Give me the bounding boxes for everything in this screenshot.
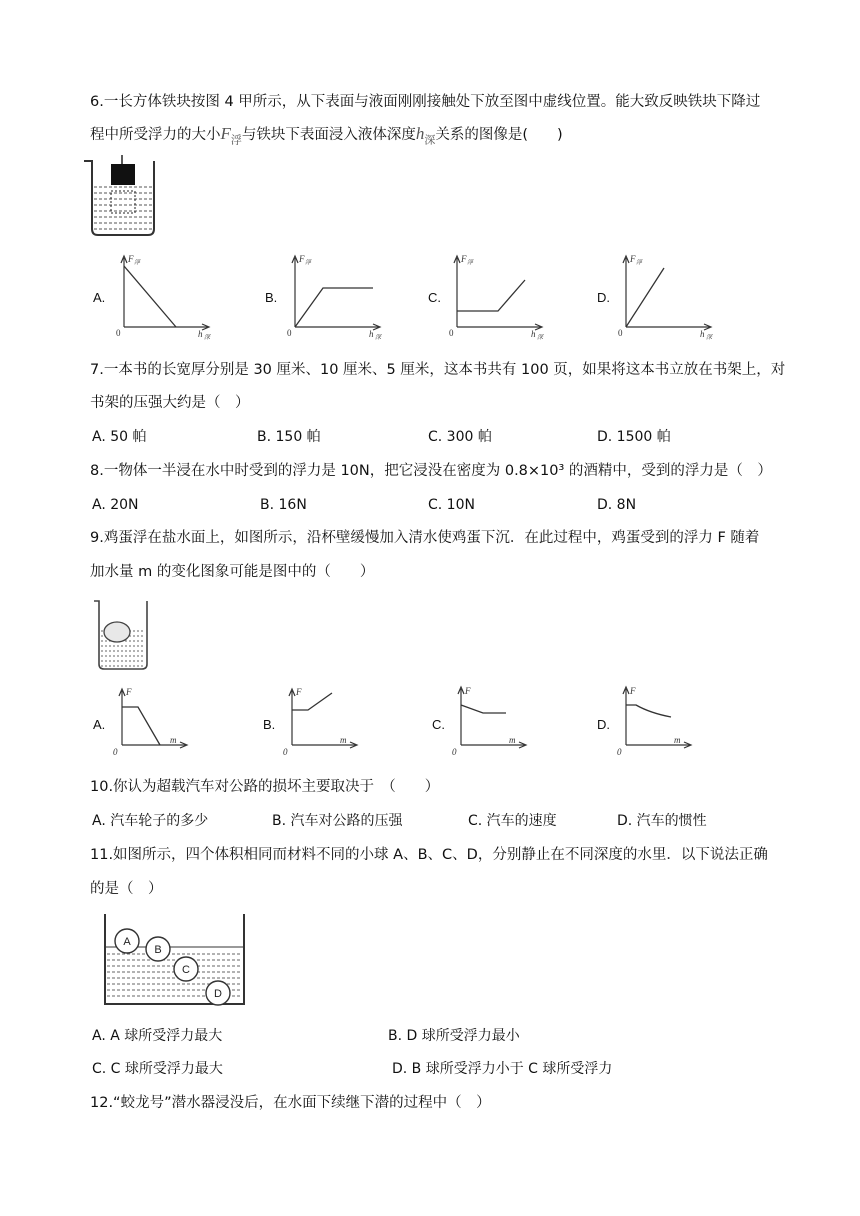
q6-graph-a [112,252,212,341]
q11-stem-line1: 11.如图所示，四个体积相同而材料不同的小球 A、B、C、D，分别静止在不同深度的水里．以下说法正确 [90,847,768,863]
q12-stem-line1: 12.“蛟龙号”潜水器浸没后，在水面下续继下潜的过程中（ ） [90,1095,491,1111]
q11-ball-d [205,980,233,1008]
svg-text:F: F [299,254,305,264]
svg-text:深: 深 [375,335,382,341]
egg [104,622,130,642]
svg-text:浮: 浮 [636,260,643,266]
q6-option-c-label[interactable]: C. [428,290,441,305]
q6-h-symbol: $h_深$ [415,124,436,147]
q6-stem-line1: 6.一长方体铁块按图 4 甲所示，从下表面与液面刚刚接触处下放至图中虚线位置。能大致反映铁块下降过 [90,94,761,110]
svg-text:F: F [630,254,636,264]
q6-option-a-label[interactable]: A. [93,290,106,305]
svg-text:0: 0 [617,747,622,757]
q11-ball-b [145,936,173,964]
q6-f-symbol: $F_浮$ [220,124,242,147]
svg-text:0: 0 [449,328,454,338]
q11-option-c[interactable]: C. C 球所受浮力最大 [92,1061,223,1077]
svg-text:0: 0 [116,328,121,338]
q7-option-a[interactable]: A. 50 帕 [92,429,147,445]
q6-beaker-figure [82,155,162,240]
q6-stem-part-a: 程中所受浮力的大小 [90,127,221,143]
q9-graph-d [616,685,696,755]
svg-text:浮: 浮 [305,260,312,266]
q10-option-c[interactable]: C. 汽车的速度 [468,813,557,829]
svg-text:0: 0 [452,747,457,757]
svg-text:深: 深 [706,335,713,341]
svg-text:B: B [154,944,162,956]
q6-option-d-label[interactable]: D. [597,290,610,305]
q7-stem-line1: 7.一本书的长宽厚分别是 30 厘米、10 厘米、5 厘米，这本书共有 100 页，如果将这本书立放在书架上，对 [90,362,786,378]
svg-text:h: h [369,329,374,339]
svg-text:深: 深 [537,335,544,341]
q7-option-c[interactable]: C. 300 帕 [428,429,492,445]
q9-graph-c [451,685,531,755]
q11-ball-a [114,928,142,956]
q8-option-b[interactable]: B. 16N [260,497,307,513]
q9-option-d-label[interactable]: D. [597,717,610,732]
svg-text:A: A [123,936,131,948]
q7-option-d[interactable]: D. 1500 帕 [597,429,671,445]
svg-text:F: F [630,686,636,696]
q6-stem-line2 [90,124,563,150]
svg-text:C: C [182,964,190,976]
svg-text:m: m [509,735,516,745]
q9-option-b-label[interactable]: B. [263,717,276,732]
q9-graph-b [282,685,362,755]
svg-text:m: m [340,735,347,745]
q11-option-d[interactable]: D. B 球所受浮力小于 C 球所受浮力 [392,1061,613,1077]
svg-text:F: F [126,687,132,697]
q7-option-b[interactable]: B. 150 帕 [257,429,321,445]
svg-text:0: 0 [618,328,623,338]
svg-text:F: F [128,254,134,264]
q9-stem-line2: 加水量 m 的变化图象可能是图中的（ ） [90,564,375,580]
q9-option-c-label[interactable]: C. [432,717,445,732]
q11-ball-c [173,956,201,984]
q6-graph-b [283,252,383,341]
q10-option-d[interactable]: D. 汽车的惯性 [617,813,707,829]
iron-block [111,164,135,185]
q9-stem-line1: 9.鸡蛋浮在盐水面上，如图所示，沿杯壁缓慢加入清水使鸡蛋下沉．在此过程中，鸡蛋受到的浮力 F 随着 [90,530,760,546]
svg-text:浮: 浮 [467,260,474,266]
svg-text:F: F [461,254,467,264]
svg-text:F: F [465,686,471,696]
q10-option-a[interactable]: A. 汽车轮子的多少 [92,813,209,829]
q10-option-b[interactable]: B. 汽车对公路的压强 [272,813,403,829]
q6-stem-part-b: 与铁块下表面浸入液体深度 [241,127,416,143]
q7-stem-line2: 书架的压强大约是（ ） [90,395,250,411]
q9-option-a-label[interactable]: A. [93,717,106,732]
svg-text:m: m [674,735,681,745]
q9-beaker-figure [92,598,152,673]
q6-graph-c [445,252,545,341]
svg-text:F: F [296,687,302,697]
svg-text:D: D [214,988,222,1000]
q8-option-c[interactable]: C. 10N [428,497,475,513]
q11-stem-line2: 的是（ ） [90,881,163,897]
q8-option-a[interactable]: A. 20N [92,497,139,513]
q9-graph-a [112,685,192,755]
svg-text:0: 0 [287,328,292,338]
svg-text:h: h [198,329,203,339]
q11-option-b[interactable]: B. D 球所受浮力最小 [388,1028,520,1044]
q8-option-d[interactable]: D. 8N [597,497,637,513]
q10-stem-line1: 10.你认为超载汽车对公路的损坏主要取决于 （ ） [90,779,440,795]
q6-option-b-label[interactable]: B. [265,290,278,305]
q6-graph-d [614,252,714,341]
svg-text:m: m [170,735,177,745]
q8-stem-line1: 8.一物体一半浸在水中时受到的浮力是 10N，把它浸没在密度为 0.8×10³ 的酒精中，受到的浮力是（ ） [90,463,772,479]
svg-text:浮: 浮 [134,260,141,266]
svg-text:0: 0 [113,747,118,757]
q6-stem-part-c: 关系的图像是( ) [435,127,563,143]
svg-text:深: 深 [204,335,211,341]
svg-text:h: h [531,329,536,339]
svg-text:h: h [700,329,705,339]
q11-option-a[interactable]: A. A 球所受浮力最大 [92,1028,223,1044]
svg-text:0: 0 [283,747,288,757]
